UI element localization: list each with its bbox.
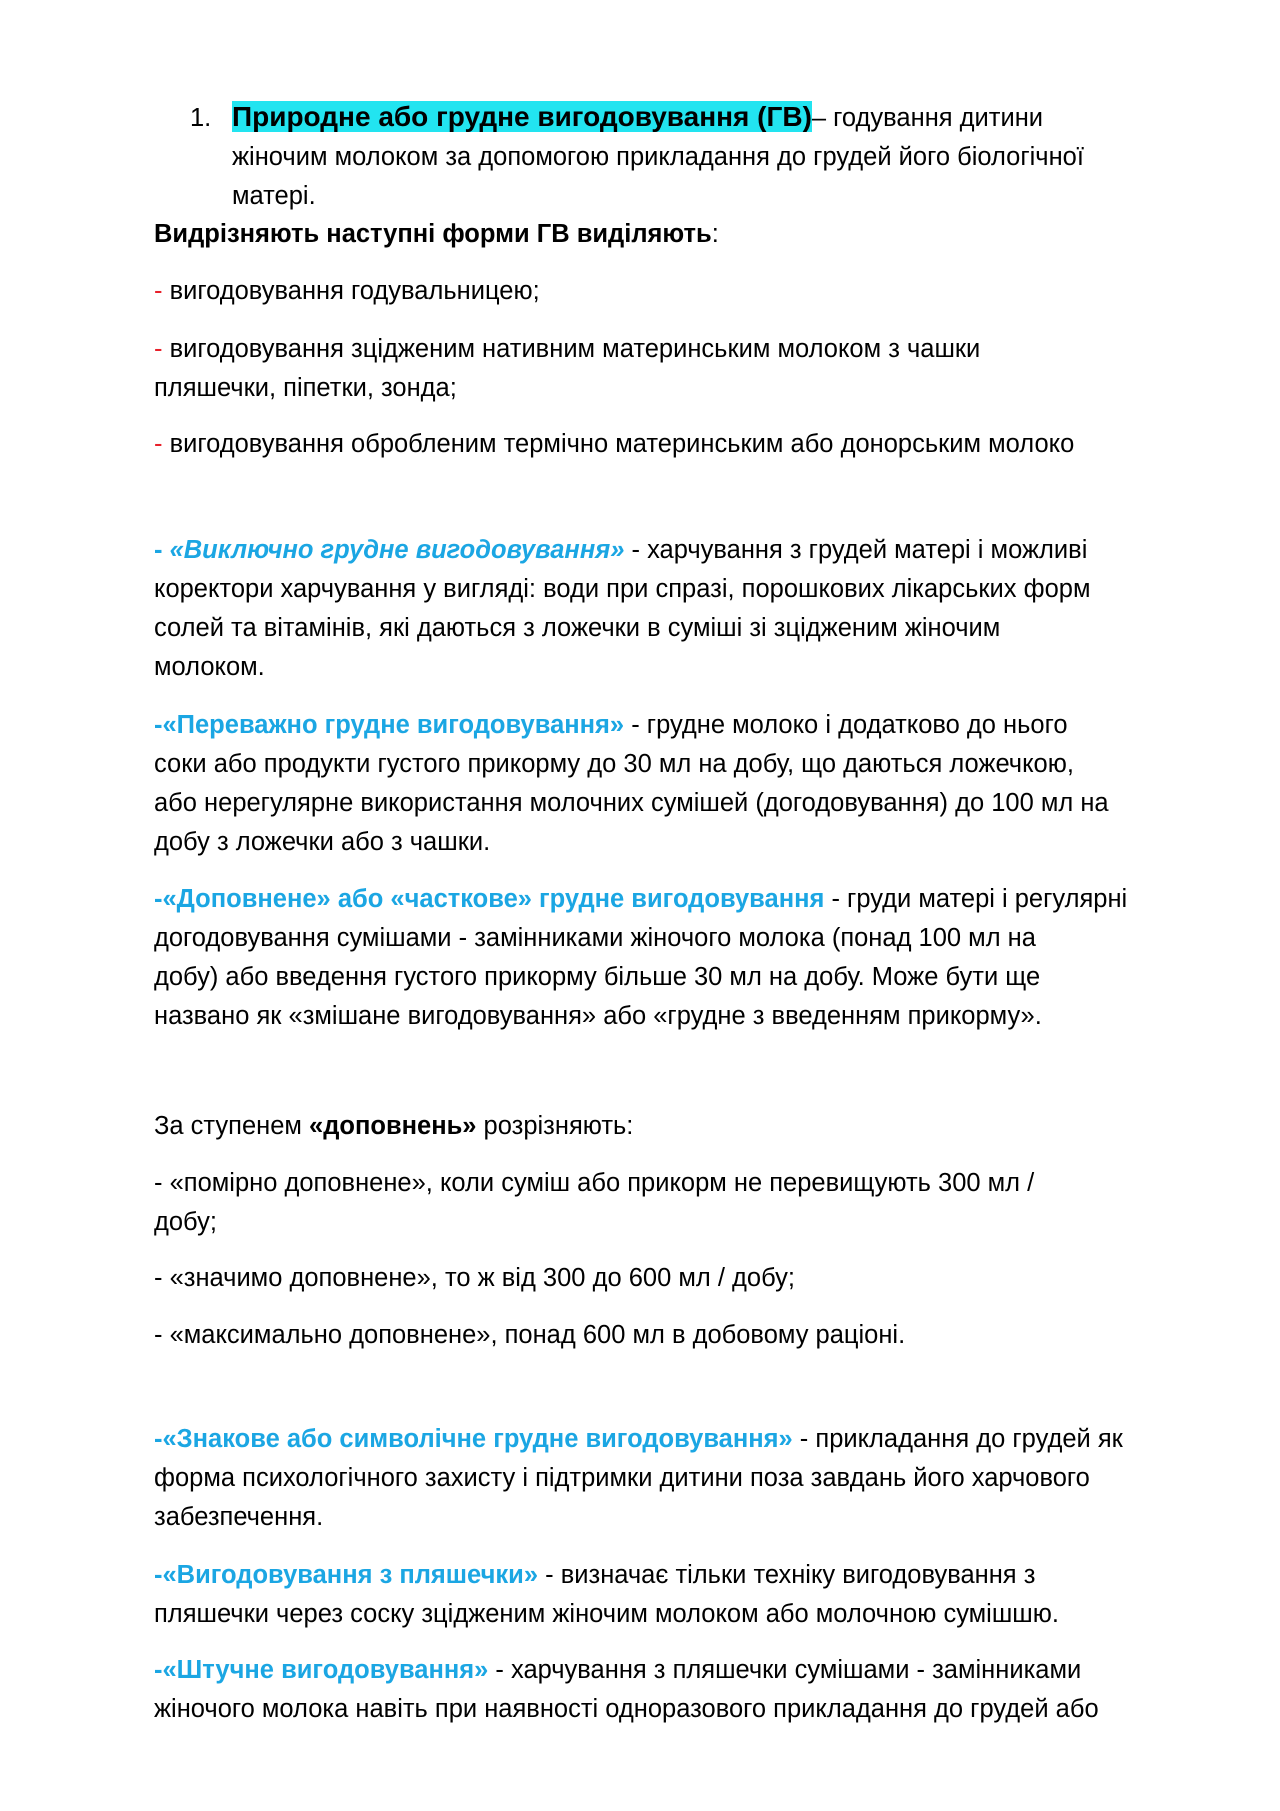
definition-text: жіночого молока навіть при наявності одноразового прикладання до грудей або xyxy=(154,1695,1099,1723)
degree-intro-text: розрізняють: xyxy=(476,1112,634,1140)
definition-text: форма психологічного захисту і підтримки дитини поза завдань його харчового xyxy=(154,1464,1090,1492)
definition-term: -«Переважно грудне вигодовування» xyxy=(154,711,625,739)
definition-text: - груди матері і регулярні xyxy=(824,885,1128,913)
list-item-definition xyxy=(232,97,1212,216)
degree-item xyxy=(154,1316,1204,1355)
definition-predominant xyxy=(154,706,1204,862)
highlighted-term: Природне або грудне вигодовування (ГВ) xyxy=(232,101,812,132)
definition-artificial xyxy=(154,1651,1204,1729)
definition-text: добу з ложечки або з чашки. xyxy=(154,828,491,856)
definition-term: «Виключно грудне вигодовування» xyxy=(169,536,625,564)
degree-item-text: - «помірно доповнене», коли суміш або прикорм не перевищують 300 мл / xyxy=(154,1169,1035,1197)
definition-text: добу) або введення густого прикорму більше 30 мл на добу. Може бути ще xyxy=(154,963,1041,991)
degree-intro-bold: «доповнень» xyxy=(309,1112,477,1140)
red-dash: - xyxy=(154,277,163,305)
red-dash: - xyxy=(154,430,163,458)
definition-text: – годування дитини xyxy=(811,104,1044,132)
form-item-text: вигодовування зцідженим нативним материнським молоком з чашки xyxy=(162,335,981,363)
definition-text: коректори харчування у вигляді: води при спразі, порошкових лікарських форм xyxy=(154,575,1091,603)
red-dash: - xyxy=(154,335,163,363)
definition-text: - харчування з пляшечки сумішами - замінниками xyxy=(488,1656,1082,1684)
degree-item-text: - «максимально доповнене», понад 600 мл в добовому раціоні. xyxy=(154,1321,906,1349)
definition-text: жіночим молоком за допомогою прикладання до грудей його біологічної xyxy=(232,143,1084,171)
definition-text: названо як «змішане вигодовування» або «грудне з введенням прикорму». xyxy=(154,1002,1042,1030)
definition-term: -«Доповнене» або «часткове» грудне вигодовування xyxy=(154,885,825,913)
definition-term: -«Знакове або символічне грудне вигодовування» xyxy=(154,1425,793,1453)
degree-intro-text: За ступенем xyxy=(154,1112,310,1140)
definition-text: або нерегулярне використання молочних сумішей (догодовування) до 100 мл на xyxy=(154,789,1109,817)
degree-item-text: добу; xyxy=(154,1208,217,1236)
definition-text: соки або продукти густого прикорму до 30 мл на добу, що даються ложечкою, xyxy=(154,750,1074,778)
definition-text: догодовування сумішами - замінниками жіночого молока (понад 100 мл на xyxy=(154,924,1036,952)
definition-dash: - xyxy=(154,536,170,564)
definition-text: - визначає тільки техніку вигодовування з xyxy=(538,1561,1036,1589)
definition-term: -«Штучне вигодовування» xyxy=(154,1656,489,1684)
definition-bottle xyxy=(154,1556,1204,1634)
degree-item xyxy=(154,1259,1204,1298)
form-item xyxy=(154,425,1204,464)
definition-text: забезпечення. xyxy=(154,1503,324,1531)
degree-item xyxy=(154,1164,1204,1242)
form-item xyxy=(154,330,1204,408)
forms-heading-colon: : xyxy=(711,220,719,248)
definition-text: - грудне молоко і додатково до нього xyxy=(624,711,1068,739)
definition-text: солей та вітамінів, які даються з ложечки в суміші зі зцідженим жіночим xyxy=(154,614,1001,642)
form-item xyxy=(154,272,1204,311)
list-number: 1. xyxy=(190,104,212,132)
forms-heading-bold: Видрізняють наступні форми ГВ виділяють xyxy=(154,220,712,248)
definition-text: матері. xyxy=(232,182,316,210)
definition-term: -«Вигодовування з пляшечки» xyxy=(154,1561,539,1589)
definition-text: - харчування з грудей матері і можливі xyxy=(624,536,1088,564)
degree-intro xyxy=(154,1107,1204,1146)
definition-supplemented xyxy=(154,880,1204,1036)
form-item-text: пляшечки, піпетки, зонда; xyxy=(154,374,457,402)
form-item-text: вигодовування обробленим термічно материнським або донорським молоко xyxy=(162,430,1075,458)
definition-symbolic xyxy=(154,1420,1204,1537)
degree-item-text: - «значимо доповнене», то ж від 300 до 600 мл / добу; xyxy=(154,1264,795,1292)
definition-exclusive xyxy=(154,531,1204,687)
definition-text: - прикладання до грудей як xyxy=(792,1425,1123,1453)
form-item-text: вигодовування годувальницею; xyxy=(162,277,540,305)
forms-heading xyxy=(154,215,1204,254)
definition-text: молоком. xyxy=(154,653,265,681)
definition-text: пляшечки через соску зцідженим жіночим молоком або молочною сумішшю. xyxy=(154,1600,1059,1628)
